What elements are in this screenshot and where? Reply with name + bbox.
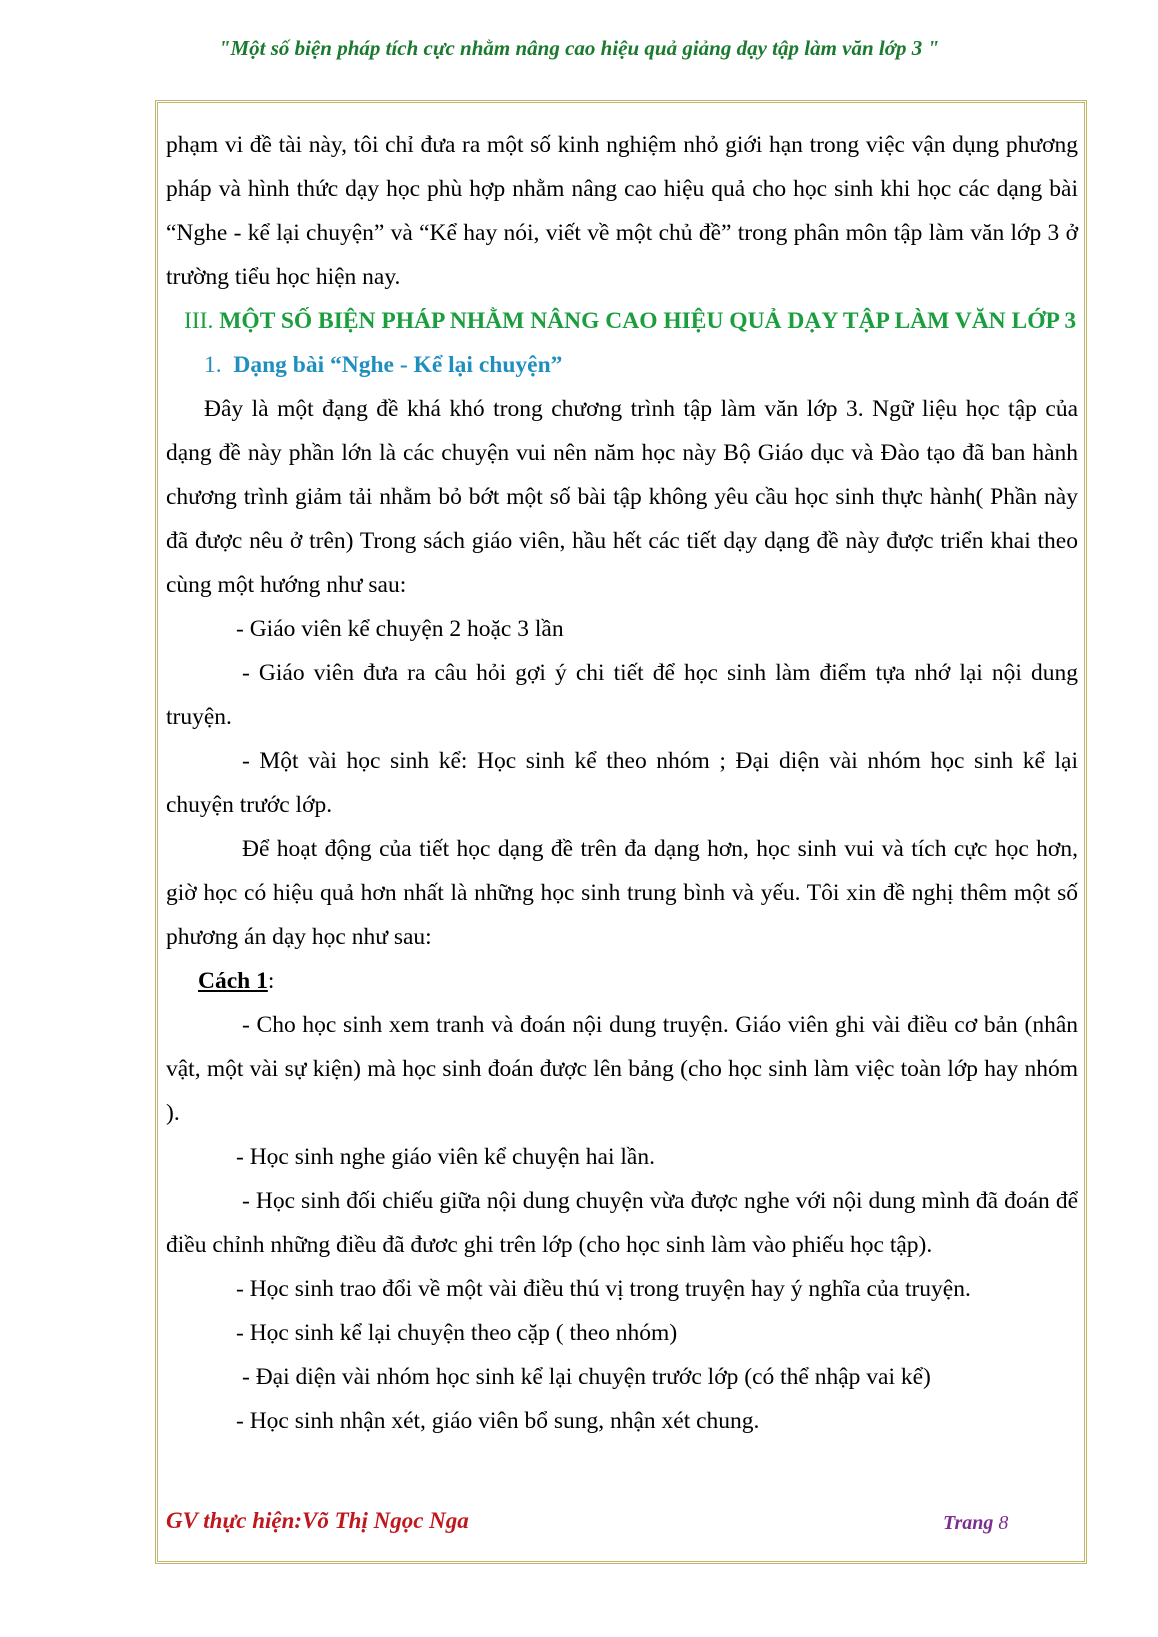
footer-page-label: Trang xyxy=(943,1512,994,1534)
step-1: - Giáo viên kể chuyện 2 hoặc 3 lần xyxy=(236,616,564,642)
step-3: - Một vài học sinh kể: Học sinh kể theo nhóm ; Đại diện vài nhóm học sinh kể lại chuyện trước lớp. xyxy=(166,748,1078,818)
cach-1-item-7: - Học sinh nhận xét, giáo viên bổ sung, nhận xét chung. xyxy=(236,1408,760,1434)
subsection-title: Dạng bài “Nghe - Kể lại chuyện” xyxy=(233,352,563,378)
footer-page-number xyxy=(943,1512,1008,1535)
subsection-number: 1. xyxy=(204,352,222,378)
section-heading xyxy=(166,299,1078,343)
subsection-heading xyxy=(166,343,1078,387)
cach-1-item-5: - Học sinh kể lại chuyện theo cặp ( theo nhóm) xyxy=(236,1320,678,1346)
cach-1-item-3: - Học sinh đối chiếu giữa nội dung chuyện vừa được nghe với nội dung mình đã đoán để điều chỉnh những điều đã đươc ghi trên lớp (cho học sinh làm vào phiếu học tập). xyxy=(166,1188,1078,1258)
cach-1-colon: : xyxy=(267,968,275,994)
cach-1-item-4: - Học sinh trao đổi về một vài điều thú vị trong truyện hay ý nghĩa của truyện. xyxy=(236,1276,971,1302)
section-title: MỘT SỐ BIỆN PHÁP NHẰM NÂNG CAO HIỆU QUẢ DẠY TẬP LÀM VĂN LỚP 3 xyxy=(219,308,1077,334)
cach-1-item-6: - Đại diện vài nhóm học sinh kể lại chuyện trước lớp (có thể nhập vai kể) xyxy=(242,1364,931,1390)
page-content xyxy=(166,123,1078,1443)
paragraph-2: Để hoạt động của tiết học dạng đề trên đa dạng hơn, học sinh vui và tích cực học hơn, giờ học có hiệu quả hơn nhất là những học sinh trung bình và yếu. Tôi xin đề nghị thêm một số phương án dạy học như sau: xyxy=(166,836,1078,950)
footer-page-value: 8 xyxy=(998,1512,1009,1534)
cach-1-label: Cách 1 xyxy=(198,968,268,994)
page-header-title: "Một số biện pháp tích cực nhằm nâng cao hiệu quả giảng dạy tập làm văn lớp 3 " xyxy=(218,36,940,60)
footer-author: GV thực hiện:Võ Thị Ngọc Nga xyxy=(166,1508,469,1533)
paragraph-1: Đây là một đạng đề khá khó trong chương trình tập làm văn lớp 3. Ngữ liệu học tập của dạng đề này phần lớn là các chuyện vui nên năm học này Bộ Giáo dục và Đào tạo đã ban hành chương trình giảm tải nhằm bỏ bớt một số bài tập không yêu cầu học sinh thực hành( Phần này đã được nêu ở trên) Trong sách giáo viên, hầu hết các tiết dạy dạng đề này được triển khai theo cùng một hướng như sau: xyxy=(166,396,1078,598)
cach-1-item-1: - Cho học sinh xem tranh và đoán nội dung truyện. Giáo viên ghi vài điều cơ bản (nhân vật, một vài sự kiện) mà học sinh đoán được lên bảng (cho học sinh làm việc toàn lớp hay nhóm ). xyxy=(166,1012,1078,1126)
step-2: - Giáo viên đưa ra câu hỏi gợi ý chi tiết để học sinh làm điểm tựa nhớ lại nội dung truyện. xyxy=(166,660,1078,730)
section-number: III. xyxy=(184,308,214,334)
intro-paragraph: phạm vi đề tài này, tôi chỉ đưa ra một số kinh nghiệm nhỏ giới hạn trong việc vận dụng phương pháp và hình thức dạy học phù hợp nhằm nâng cao hiệu quả cho học sinh khi học các dạng bài “Nghe - kể lại chuyện” và “Kể hay nói, viết về một chủ đề” trong phân môn tập làm văn lớp 3 ở trường tiểu học hiện nay. xyxy=(166,132,1078,290)
cach-1-heading xyxy=(166,959,1078,1003)
cach-1-item-2: - Học sinh nghe giáo viên kể chuyện hai lần. xyxy=(236,1144,655,1170)
